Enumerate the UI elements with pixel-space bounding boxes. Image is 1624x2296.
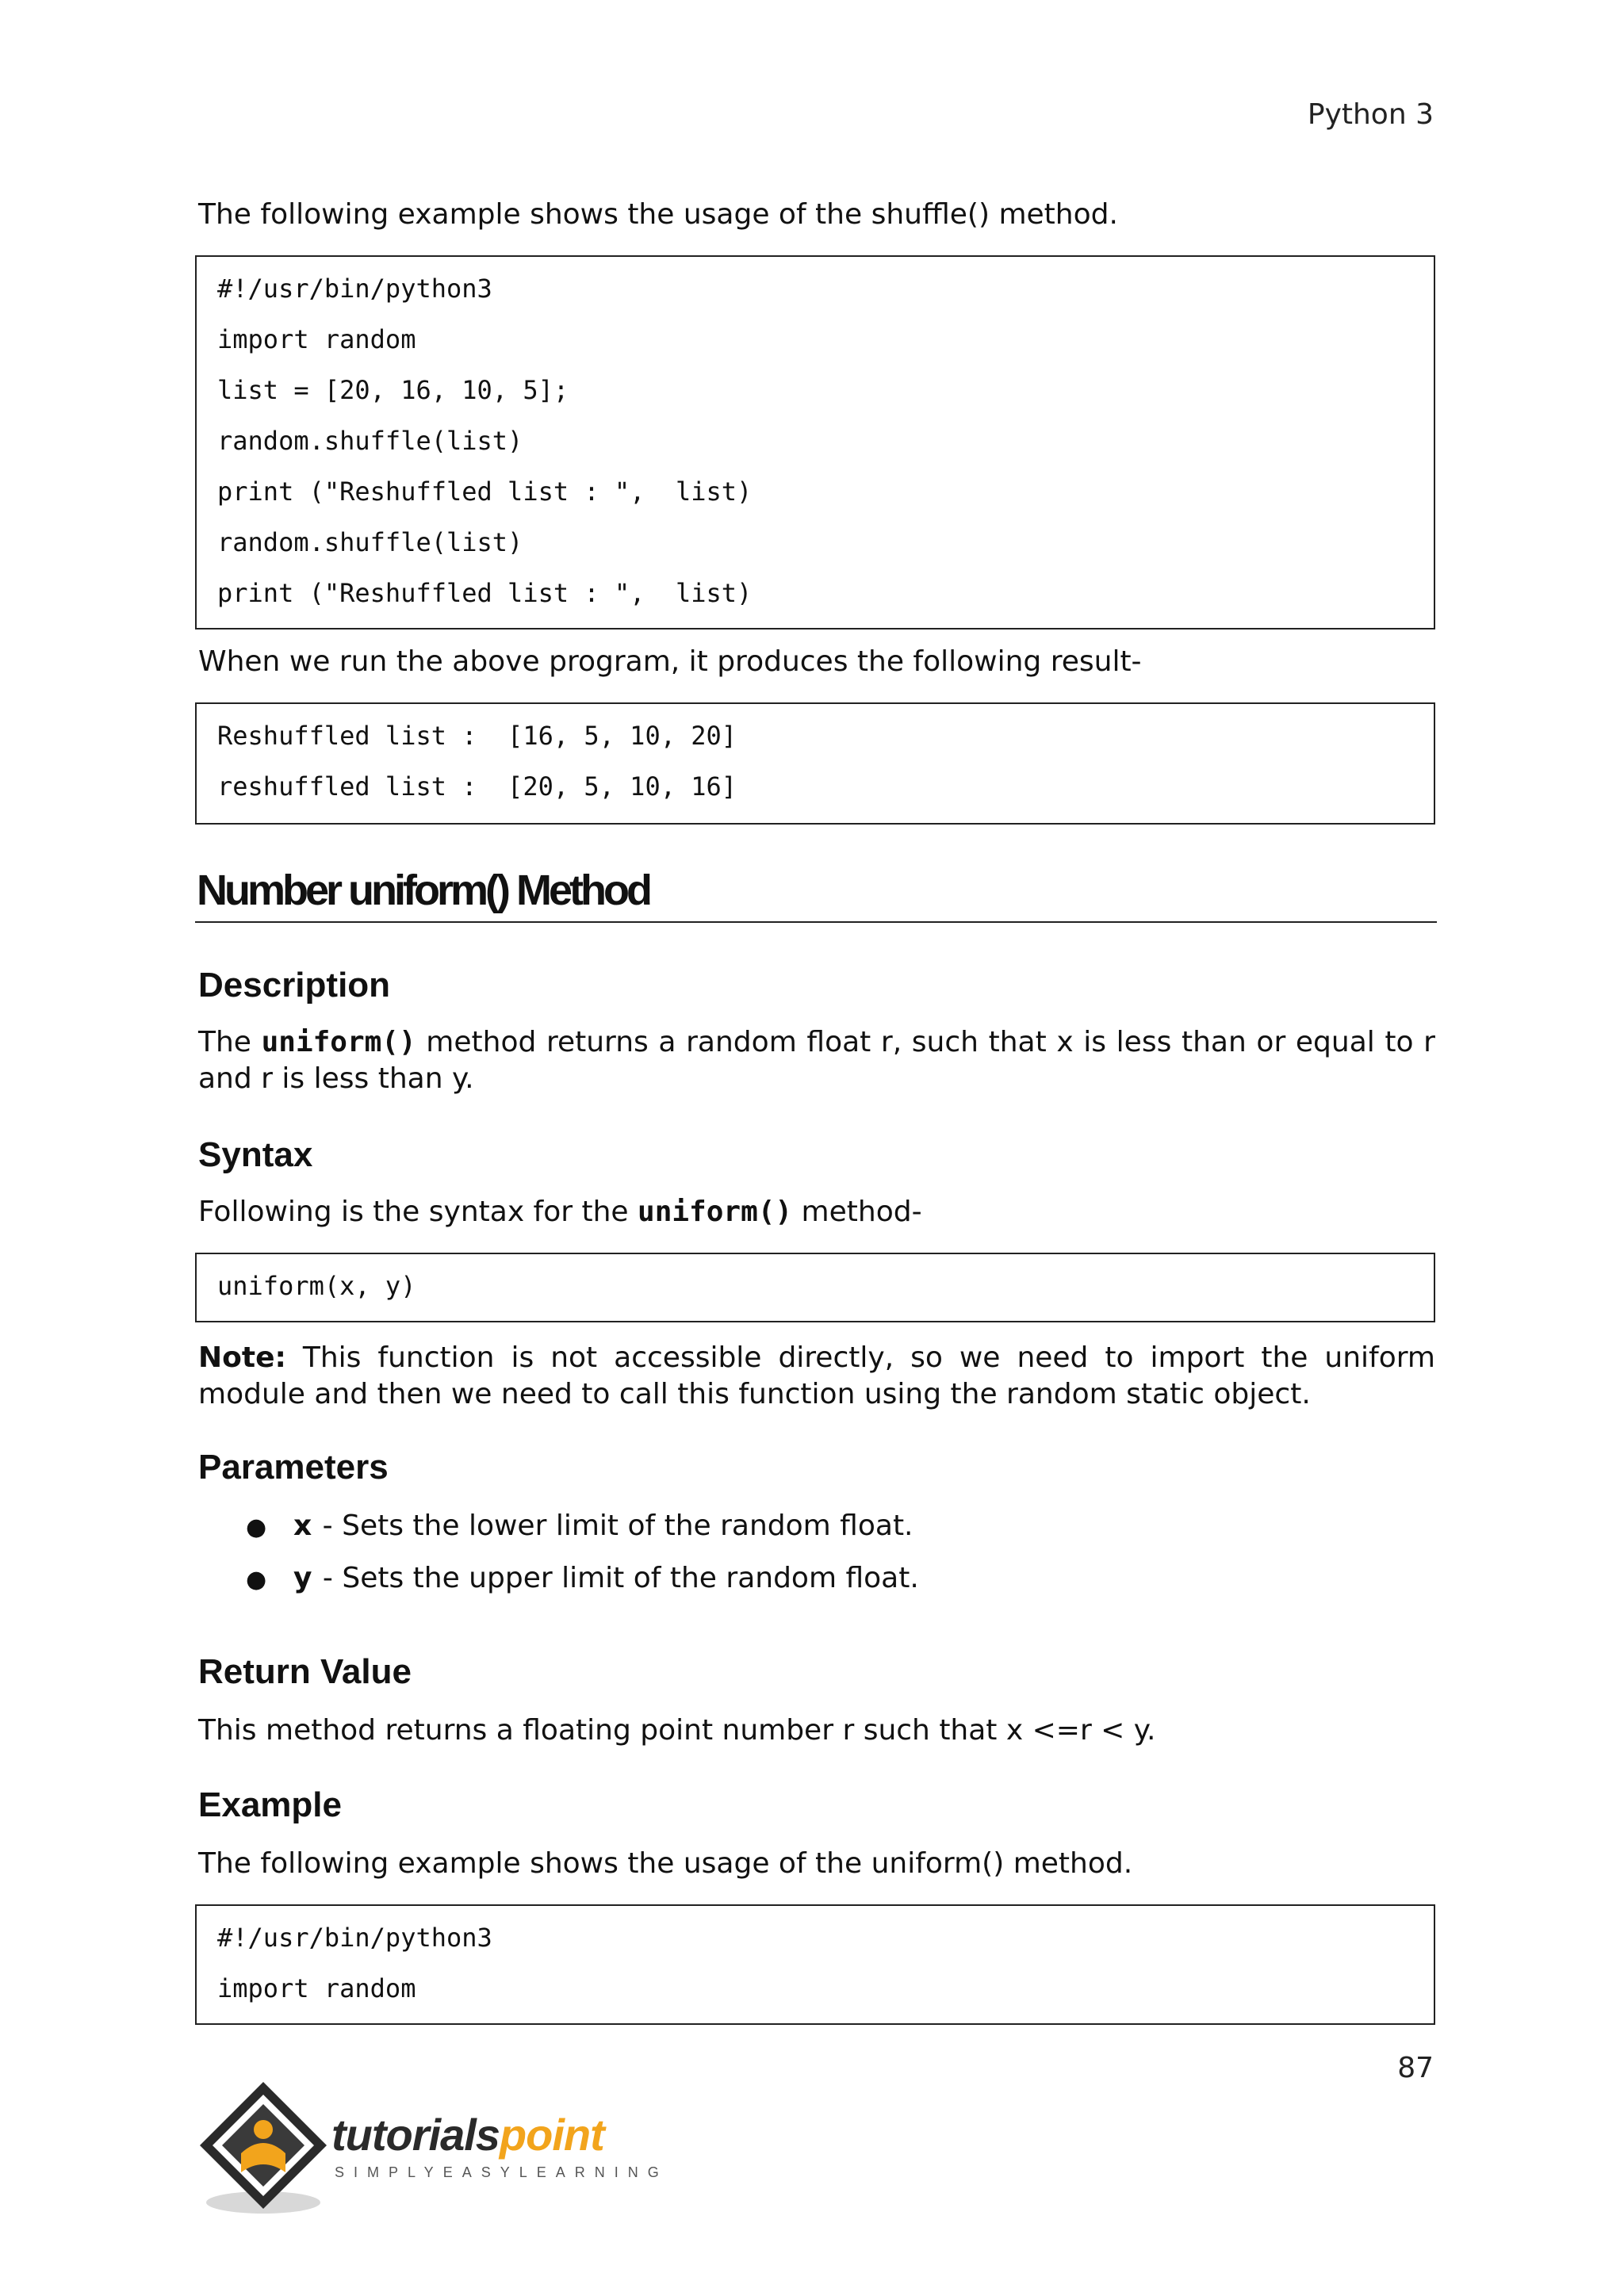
example-heading: Example — [198, 1785, 342, 1824]
code-line: #!/usr/bin/python3 — [217, 1923, 492, 1953]
tutorialspoint-logo — [195, 2077, 671, 2220]
logo-tagline: SIMPLYEASYLEARNING — [335, 2164, 668, 2180]
logo-wordmark: tutorialspoint — [331, 2110, 604, 2160]
code-line: print ("Reshuffled list : ", list) — [217, 578, 753, 608]
result-intro-text: When we run the above program, it produces the following result- — [198, 645, 1142, 678]
code-line: print ("Reshuffled list : ", list) — [217, 476, 753, 507]
code-line: #!/usr/bin/python3 — [217, 274, 492, 304]
method-name-bold: uniform() — [261, 1026, 416, 1058]
code-block-syntax — [195, 1253, 1435, 1322]
bullet-icon: ● — [246, 1513, 267, 1541]
bullet-icon: ● — [246, 1566, 267, 1594]
page-number: 87 — [1397, 2052, 1434, 2084]
logo-diamond-icon — [195, 2077, 330, 2220]
output-block-shuffle — [195, 702, 1435, 825]
section-title: Number uniform() Method — [197, 867, 649, 914]
note-text: Note: This function is not accessible directly, so we need to import the uniform module and then we need to call this function using the random static object. — [198, 1341, 1435, 1410]
intro-shuffle-text: The following example shows the usage of the shuffle() method. — [198, 198, 1118, 231]
code-line: import random — [217, 1973, 416, 2003]
note-label: Note: — [198, 1341, 286, 1374]
section-divider — [195, 921, 1437, 923]
parameters-heading: Parameters — [198, 1448, 389, 1487]
description-text: The uniform() method returns a random float r, such that x is less than or equal to r and r is less than y. — [198, 1026, 1435, 1095]
code-block-shuffle — [195, 255, 1435, 629]
return-value-heading: Return Value — [198, 1652, 412, 1691]
code-line: random.shuffle(list) — [217, 527, 523, 557]
code-line: import random — [217, 324, 416, 354]
code-block-uniform — [195, 1904, 1435, 2025]
code-line: list = [20, 16, 10, 5]; — [217, 375, 569, 405]
code-line: uniform(x, y) — [217, 1271, 416, 1301]
list-item: ● y - Sets the upper limit of the random float. — [246, 1562, 919, 1594]
return-value-text: This method returns a floating point number r such that x <=r < y. — [198, 1714, 1156, 1747]
example-text: The following example shows the usage of the uniform() method. — [198, 1847, 1133, 1880]
description-heading: Description — [198, 966, 391, 1004]
list-item: ● x - Sets the lower limit of the random float. — [246, 1510, 914, 1542]
syntax-text: Following is the syntax for the uniform() method- — [198, 1196, 922, 1228]
output-line: Reshuffled list : [16, 5, 10, 20] — [217, 721, 737, 751]
output-line: reshuffled list : [20, 5, 10, 16] — [217, 771, 737, 802]
method-name-bold: uniform() — [638, 1196, 793, 1228]
syntax-heading: Syntax — [198, 1135, 313, 1174]
code-line: random.shuffle(list) — [217, 426, 523, 456]
running-header: Python 3 — [1307, 98, 1434, 131]
